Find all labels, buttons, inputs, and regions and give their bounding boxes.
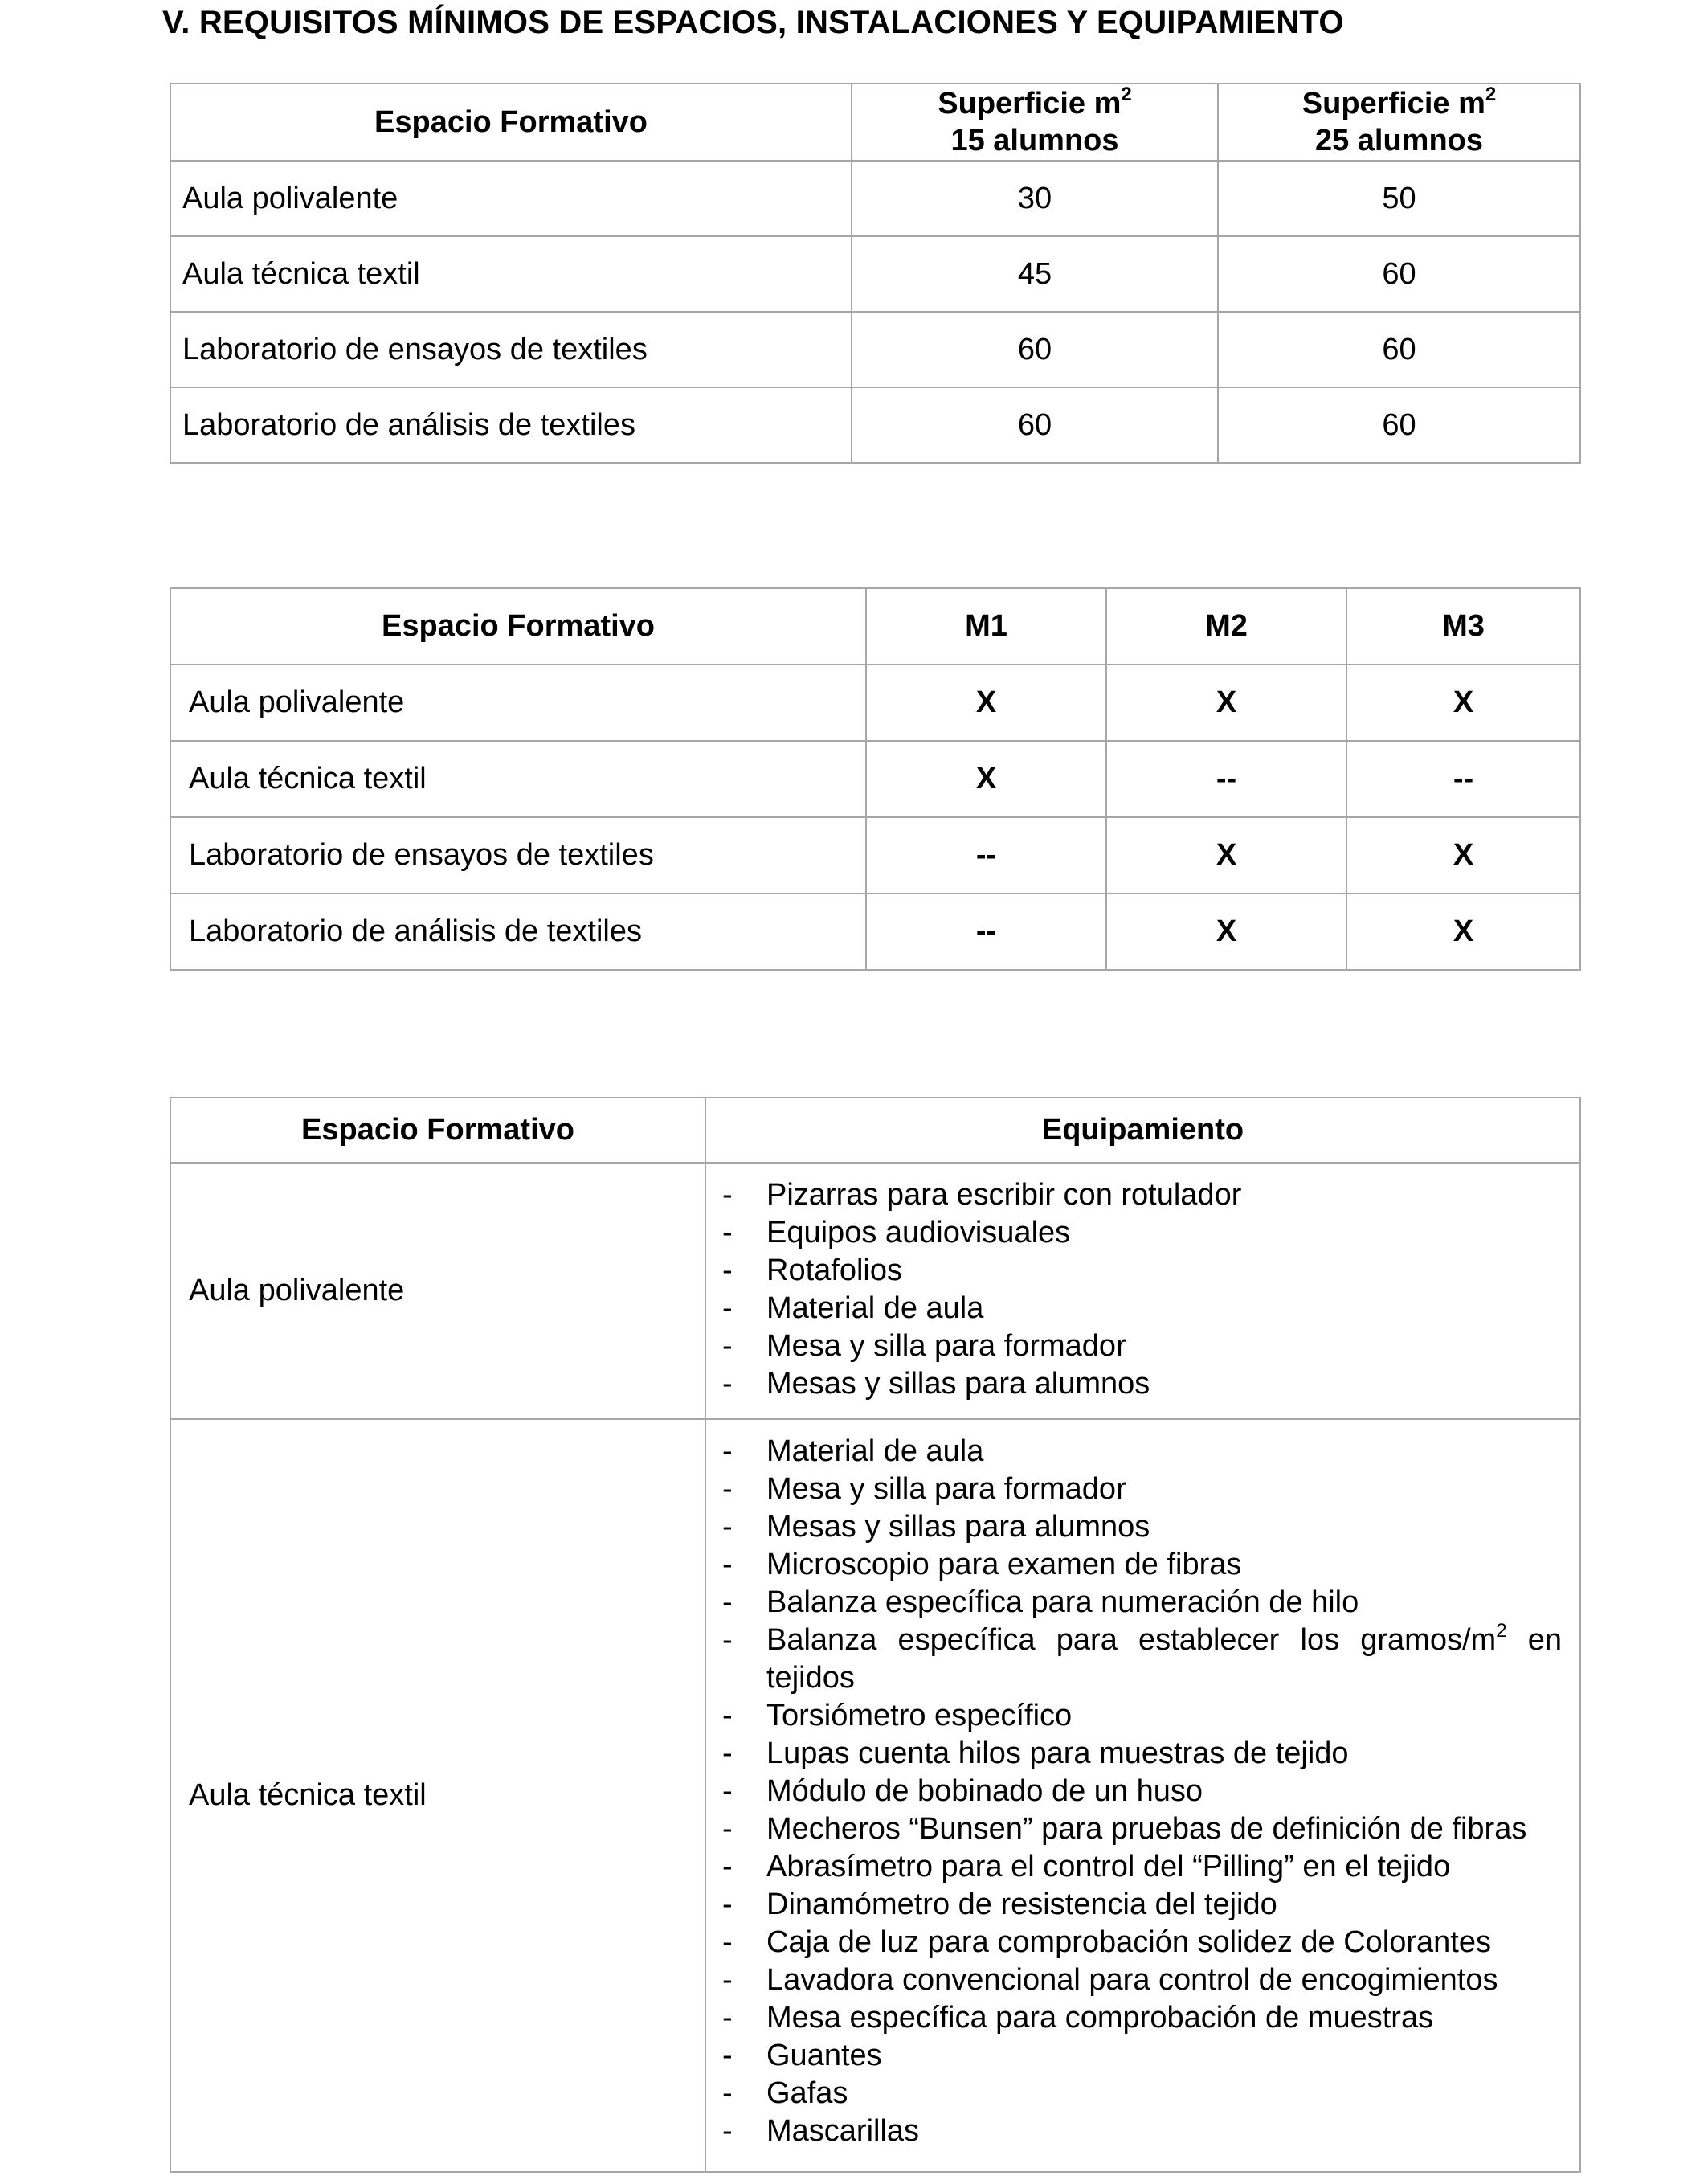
space-name: Aula técnica textil [170,1419,705,2172]
surface-table [170,83,1581,464]
equipment-item [722,1327,1562,1365]
m1-mark: -- [866,817,1106,894]
m1-mark: -- [866,894,1106,970]
surface-25-value: 60 [1218,312,1580,387]
bullet-dash: - [722,1216,733,1250]
header-m3: M3 [1346,588,1580,665]
space-name: Laboratorio de ensayos de textiles [170,817,866,894]
bullet-dash: - [722,1510,733,1544]
equipment-item-text: Material de aula [766,1434,984,1468]
space-name: Aula técnica textil [170,741,866,817]
bullet-dash: - [722,1699,733,1732]
equipment-item [722,1433,1562,1470]
m2-mark: X [1106,894,1346,970]
bullet-dash: - [722,1623,733,1657]
equipment-item-text: Torsiómetro específico [766,1699,1073,1732]
surface-25-value: 60 [1218,236,1580,312]
m3-mark: X [1346,817,1580,894]
equipment-item-text: Mesa y silla para formador [766,1329,1126,1363]
header-equipment: Equipamiento [705,1098,1580,1163]
bullet-dash: - [722,2114,733,2148]
equipment-item-text: Gafas [766,2076,848,2110]
bullet-dash: - [722,2001,733,2035]
equipment-item-text: Balanza específica para numeración de hilo [766,1585,1359,1619]
space-name: Laboratorio de análisis de textiles [170,894,866,970]
equipment-item-text: Mesas y sillas para alumnos [766,1510,1150,1544]
equipment-item-text: Mascarillas [766,2114,920,2148]
page-title: V. REQUISITOS MÍNIMOS DE ESPACIOS, INSTALACIONES Y EQUIPAMIENTO [162,5,1344,40]
equipment-item-text: Guantes [766,2039,882,2072]
equipment-item-text: Caja de luz para comprobación solidez de Colorantes [766,1925,1491,1959]
m3-mark: X [1346,894,1580,970]
bullet-dash: - [722,1888,733,1921]
bullet-dash: - [722,1178,733,1212]
surface-15-value: 60 [852,387,1218,463]
header-students-25: 25 alumnos [1314,124,1484,157]
module-table [170,587,1581,971]
bullet-dash: - [722,1548,733,1581]
surface-15-value: 30 [852,161,1218,236]
header-space: Espacio Formativo [170,588,866,665]
superscript: 2 [1485,84,1497,105]
header-m2: M2 [1106,588,1346,665]
m2-mark: -- [1106,741,1346,817]
equipment-item-text: Mesa específica para comprobación de muestras [766,2001,1434,2035]
equipment-item-text: Módulo de bobinado de un huso [766,1774,1203,1808]
bullet-dash: - [722,1291,733,1325]
equipment-item [722,1252,1562,1290]
equipment-item [722,1735,1562,1773]
equipment-item-text: en tejidos [766,1623,1562,1695]
table-row [170,236,1580,312]
superscript: 2 [1121,84,1132,105]
header-surface-25 [1218,84,1580,161]
table-row [170,894,1580,970]
table-row [170,161,1580,236]
header-surface-15-label: Superficie m [938,87,1122,121]
bullet-dash: - [722,2039,733,2072]
m1-mark: X [866,741,1106,817]
space-name: Laboratorio de ensayos de textiles [170,312,852,387]
surface-25-value: 50 [1218,161,1580,236]
equipment-item-text: Lavadora convencional para control de encogimientos [766,1963,1498,1997]
equipment-item-text: Balanza específica para establecer los gramos/m [766,1623,1497,1657]
m2-mark: X [1106,665,1346,741]
bullet-dash: - [722,1434,733,1468]
equipment-item-text: Pizarras para escribir con rotulador [766,1178,1242,1212]
equipment-item [722,1999,1562,2037]
equipment-list [722,1433,1562,2150]
equipment-cell [705,1163,1580,1419]
equipment-item [722,2113,1562,2150]
equipment-cell [705,1419,1580,2172]
equipment-item [722,1697,1562,1735]
bullet-dash: - [722,1367,733,1401]
equipment-table-header [170,1098,1580,1163]
superscript: 2 [1496,1620,1507,1642]
bullet-dash: - [722,1585,733,1619]
space-name: Aula técnica textil [170,236,852,312]
equipment-item-text: Mecheros “Bunsen” para pruebas de definición de fibras [766,1812,1527,1846]
equipment-item [722,1810,1562,1848]
equipment-item [722,1290,1562,1327]
equipment-item [722,1622,1562,1697]
m2-mark: X [1106,817,1346,894]
header-space: Espacio Formativo [170,84,852,161]
header-space: Espacio Formativo [170,1098,705,1163]
equipment-list [722,1176,1562,1403]
equipment-item [722,1470,1562,1508]
table-row [170,741,1580,817]
header-surface-25-label: Superficie m [1301,87,1485,121]
table-row [170,1163,1580,1419]
bullet-dash: - [722,1329,733,1363]
space-name: Laboratorio de análisis de textiles [170,387,852,463]
equipment-item-text: Mesas y sillas para alumnos [766,1367,1150,1401]
bullet-dash: - [722,1812,733,1846]
m3-mark: -- [1346,741,1580,817]
equipment-item [722,1508,1562,1546]
equipment-item-text: Microscopio para examen de fibras [766,1548,1242,1581]
equipment-item-text: Rotafolios [766,1254,902,1287]
equipment-item [722,1546,1562,1584]
bullet-dash: - [722,1925,733,1959]
equipment-item [722,2037,1562,2075]
equipment-table [170,1097,1581,2173]
bullet-dash: - [722,1963,733,1997]
surface-table-header [170,84,1580,161]
bullet-dash: - [722,1774,733,1808]
equipment-item [722,1773,1562,1810]
equipment-item [722,1176,1562,1214]
equipment-item [722,1924,1562,1961]
bullet-dash: - [722,1850,733,1884]
surface-15-value: 45 [852,236,1218,312]
header-students-15: 15 alumnos [950,124,1119,157]
equipment-item-text: Material de aula [766,1291,984,1325]
equipment-item [722,1848,1562,1886]
bullet-dash: - [722,1254,733,1287]
bullet-dash: - [722,2076,733,2110]
table-row [170,665,1580,741]
m3-mark: X [1346,665,1580,741]
equipment-item [722,1961,1562,1999]
equipment-item-text: Abrasímetro para el control del “Pilling” en el tejido [766,1850,1451,1884]
space-name: Aula polivalente [170,1163,705,1419]
bullet-dash: - [722,1736,733,1770]
header-surface-15 [852,84,1218,161]
table-row [170,1419,1580,2172]
equipment-item [722,1584,1562,1622]
equipment-item [722,1214,1562,1252]
equipment-item-text: Mesa y silla para formador [766,1472,1126,1506]
surface-15-value: 60 [852,312,1218,387]
equipment-item [722,2075,1562,2113]
equipment-item-text: Lupas cuenta hilos para muestras de tejido [766,1736,1349,1770]
equipment-item [722,1886,1562,1924]
table-row [170,387,1580,463]
header-m1: M1 [866,588,1106,665]
table-row [170,817,1580,894]
bullet-dash: - [722,1472,733,1506]
space-name: Aula polivalente [170,665,866,741]
space-name: Aula polivalente [170,161,852,236]
surface-25-value: 60 [1218,387,1580,463]
equipment-item-text: Dinamómetro de resistencia del tejido [766,1888,1277,1921]
module-table-header [170,588,1580,665]
table-row [170,312,1580,387]
equipment-item-text: Equipos audiovisuales [766,1216,1071,1250]
equipment-item [722,1365,1562,1403]
m1-mark: X [866,665,1106,741]
